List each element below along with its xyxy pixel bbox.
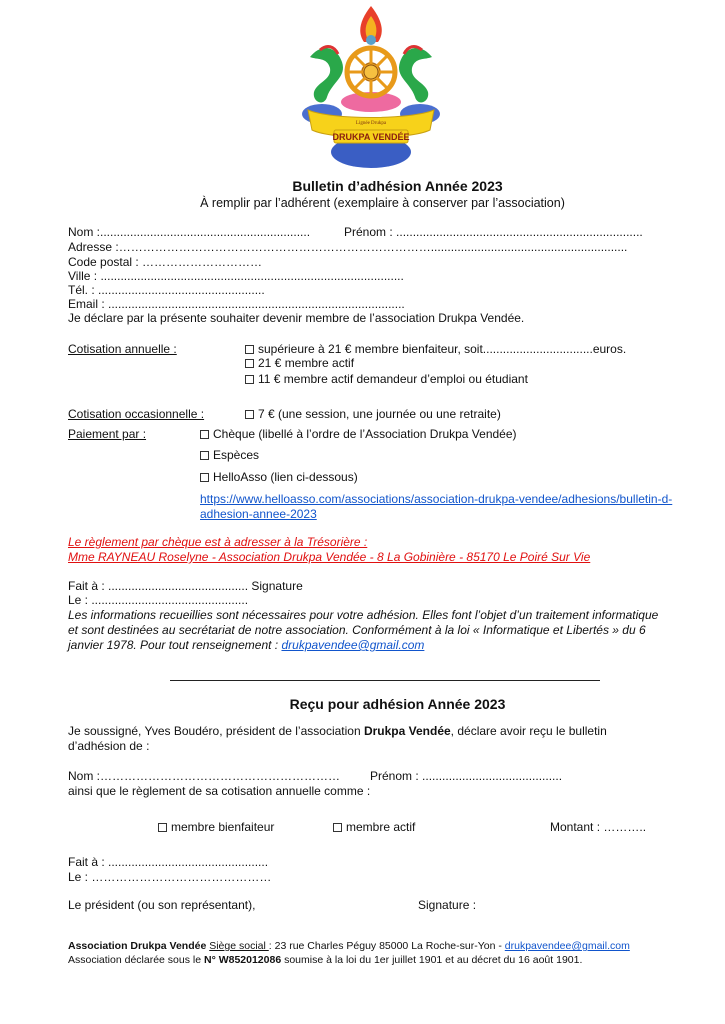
checkbox[interactable] [245, 359, 254, 368]
cotisation-annuelle-label: Cotisation annuelle : [68, 342, 177, 356]
recu-text-2: d’adhésion de : [68, 739, 150, 753]
adresse-field[interactable]: Adresse :……………………………………………………………………........................................................... [68, 240, 628, 254]
checkbox[interactable] [200, 430, 209, 439]
page-title: Bulletin d’adhésion Année 2023 [292, 178, 503, 194]
recu-option-actif[interactable]: membre actif [333, 820, 415, 834]
privacy-text-1: Les informations recueillies sont nécessaires pour votre adhésion. Elles font l’objet d’un traitement informatique [68, 608, 659, 622]
cotisation-occasionnelle-label: Cotisation occasionnelle : [68, 407, 205, 421]
option-bienfaiteur[interactable]: supérieure à 21 € membre bienfaiteur, soit.................................euros. [245, 342, 626, 356]
tel-field[interactable]: Tél. : .................................................. [68, 283, 265, 297]
paiement-label: Paiement par : [68, 427, 147, 441]
checkbox[interactable] [245, 410, 254, 419]
checkbox[interactable] [245, 375, 254, 384]
ville-field[interactable]: Ville : ........................................................................................... [68, 269, 404, 283]
tresoriere-notice: Le règlement par chèque est à adresser à la Trésorière : [68, 535, 368, 549]
recu-option-bienfaiteur[interactable]: membre bienfaiteur [158, 820, 274, 834]
nom-field[interactable]: Nom :............................................................... [68, 225, 311, 239]
prenom-field[interactable]: Prénom : .......................................................................... [344, 225, 643, 239]
recu-fait-a-field[interactable]: Fait à : ................................................ [68, 855, 269, 869]
option-membre-actif[interactable]: 21 € membre actif [245, 356, 354, 370]
page-subtitle: À remplir par l’adhérent (exemplaire à conserver par l’association) [200, 196, 565, 210]
drukpa-vendee-logo [302, 2, 440, 172]
recu-ainsi-text: ainsi que le règlement de sa cotisation annuelle comme : [68, 784, 371, 798]
recu-prenom-field[interactable]: Prénom : .......................................... [370, 769, 563, 783]
footer-line-1: Association Drukpa Vendée Siège social : 23 rue Charles Péguy 85000 La Roche-sur-Yon - drukpavendee@gmail.com [68, 940, 630, 952]
option-cheque[interactable]: Chèque (libellé à l’ordre de l’Association Drukpa Vendée) [200, 427, 517, 441]
svg-text:Lignée Drukpa: Lignée Drukpa [355, 121, 387, 126]
checkbox[interactable] [200, 473, 209, 482]
recu-signature-label: Signature : [418, 898, 477, 912]
separator-line [170, 680, 600, 681]
helloasso-link-cont[interactable]: adhesion-annee-2023 [200, 507, 317, 521]
code-postal-field[interactable]: Code postal : ………………………… [68, 255, 263, 269]
fait-a-field[interactable]: Fait à : .......................................... Signature [68, 579, 303, 593]
footer-line-2: Association déclarée sous le N° W852012086 soumise à la loi du 1er juillet 1901 et au décret du 16 août 1901. [68, 954, 583, 966]
privacy-text-2: et sont destinées au secrétariat de notre association. Conformément à la loi « Informatique et Libertés » du 6 [68, 623, 646, 637]
date-field[interactable]: Le : ............................................... [68, 593, 249, 607]
checkbox[interactable] [200, 451, 209, 460]
email-field[interactable]: Email : ......................................................................................... [68, 297, 405, 311]
option-occasionnelle[interactable]: 7 € (une session, une journée ou une retraite) [245, 407, 501, 421]
recu-president-label: Le président (ou son représentant), [68, 898, 256, 912]
tresoriere-address: Mme RAYNEAU Roselyne - Association Drukpa Vendée - 8 La Gobinière - 85170 Le Poiré Sur Vie [68, 550, 591, 564]
checkbox[interactable] [245, 345, 254, 354]
recu-montant-field[interactable]: Montant : ……….. [550, 820, 647, 834]
recu-date-field[interactable]: Le : ……………………………………… [68, 870, 272, 884]
option-demandeur-emploi[interactable]: 11 € membre actif demandeur d’emploi ou étudiant [245, 372, 528, 386]
checkbox[interactable] [158, 823, 167, 832]
recu-text-1: Je soussigné, Yves Boudéro, président de l’association Drukpa Vendée, déclare avoir reçu le bulletin [68, 724, 607, 738]
option-helloasso[interactable]: HelloAsso (lien ci-dessous) [200, 470, 358, 484]
footer-email-link[interactable]: drukpavendee@gmail.com [504, 940, 630, 952]
helloasso-link[interactable]: https://www.helloasso.com/associations/association-drukpa-vendee/adhesions/bulletin-d- [200, 492, 673, 506]
recu-title: Reçu pour adhésion Année 2023 [289, 696, 506, 712]
privacy-text-3: janvier 1978. Pour tout renseignement : drukpavendee@gmail.com [68, 638, 425, 652]
option-especes[interactable]: Espèces [200, 448, 259, 462]
declaration-text: Je déclare par la présente souhaiter devenir membre de l’association Drukpa Vendée. [68, 311, 525, 325]
checkbox[interactable] [333, 823, 342, 832]
contact-email-link[interactable]: drukpavendee@gmail.com [281, 638, 425, 652]
svg-text:DRUKPA VENDÉE: DRUKPA VENDÉE [332, 132, 410, 142]
recu-nom-field[interactable]: Nom :…………………………………………………… [68, 769, 341, 783]
